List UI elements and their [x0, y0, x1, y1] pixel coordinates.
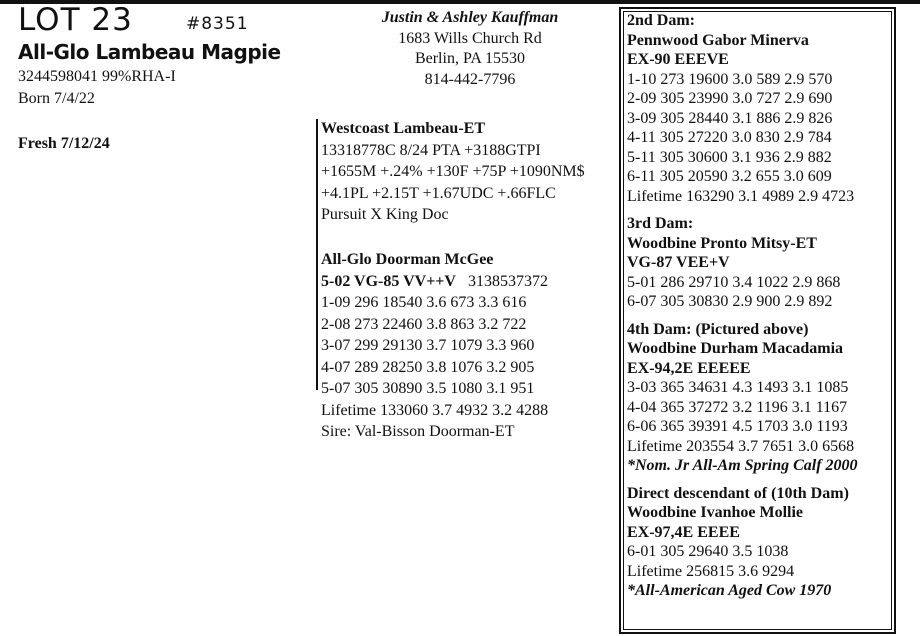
second-dam-record: 6-11 305 20590 3.2 655 3.0 609 — [627, 168, 832, 185]
owner-address-line2: Berlin, PA 15530 — [414, 50, 526, 67]
fourth-dam-honor: *Nom. Jr All-Am Spring Calf 2000 — [627, 457, 858, 474]
owner-phone: 814-442-7796 — [424, 70, 516, 88]
pedigree-column — [627, 11, 858, 601]
descendant-heading: Direct descendant of (10th Dam) — [627, 484, 849, 502]
sire-line: +1655M +.24% +130F +75P +1090NM$ — [321, 163, 585, 180]
dam-reg: 3138537372 — [467, 272, 548, 290]
fourth-dam-record: 6-06 365 39391 4.5 1703 3.0 1193 — [627, 418, 848, 435]
descendant-lifetime: Lifetime 256815 3.6 9294 — [627, 562, 795, 580]
sire-line: 13318778C 8/24 PTA +3188GTPI — [321, 141, 541, 159]
fourth-dam-lifetime: Lifetime 203554 3.7 7651 3.0 6568 — [627, 437, 855, 455]
second-dam-record: 3-09 305 28440 3.1 886 2.9 826 — [627, 109, 833, 127]
spacer — [627, 312, 858, 320]
second-dam-heading: 2nd Dam: — [627, 12, 696, 29]
dam-name: All-Glo Doorman McGee — [321, 251, 494, 268]
registration-number: 3244598041 99%RHA-I — [18, 68, 176, 85]
fourth-dam-heading: 4th Dam: (Pictured above) — [627, 320, 809, 338]
fourth-dam-record: 4-04 365 37272 3.2 1196 3.1 1167 — [627, 398, 848, 416]
second-dam-record: 5-11 305 30600 3.1 936 2.9 882 — [627, 148, 832, 166]
descendant-honor: *All-American Aged Cow 1970 — [627, 582, 832, 599]
second-dam-record: 2-09 305 23990 3.0 727 2.9 690 — [627, 90, 833, 107]
lot-title: LOT 23 — [18, 2, 133, 38]
third-dam-name: Woodbine Pronto Mitsy-ET — [627, 234, 817, 252]
second-dam-classification: EX-90 EEEVE — [627, 51, 729, 68]
dam-record: 5-07 305 30890 3.5 1080 3.1 951 — [321, 380, 535, 397]
second-dam-record: 4-11 305 27220 3.0 830 2.9 784 — [627, 129, 832, 146]
descendant-record: 6-01 305 29640 3.5 1038 — [627, 543, 789, 560]
dam-lifetime: Lifetime 133060 3.7 4932 3.2 4288 — [321, 401, 549, 419]
second-dam-lifetime: Lifetime 163290 3.1 4989 2.9 4723 — [627, 187, 855, 205]
sire-block — [321, 118, 585, 226]
birth-date: Born 7/4/22 — [18, 90, 95, 107]
dam-divider — [316, 250, 618, 390]
descendant-classification: EX-97,4E EEEE — [627, 523, 740, 541]
cow-name: All-Glo Lambeau Magpie — [18, 40, 281, 64]
third-dam-record: 5-01 286 29710 3.4 1022 2.9 868 — [627, 273, 841, 291]
sire-line: Pursuit X King Doc — [321, 206, 449, 223]
sire-line: +4.1PL +2.15T +1.67UDC +.66FLC — [321, 184, 556, 202]
dam-classification: 5-02 VG-85 VV++V — [321, 272, 456, 290]
fourth-dam-record: 3-03 365 34631 4.3 1493 3.1 1085 — [627, 379, 849, 396]
spacer — [627, 206, 858, 214]
dam-record: 4-07 289 28250 3.8 1076 3.2 905 — [321, 358, 535, 376]
owner-address-line1: 1683 Wills Church Rd — [398, 29, 542, 47]
top-rule — [0, 0, 920, 4]
sire-name: Westcoast Lambeau-ET — [321, 120, 485, 137]
dam-record: 1-09 296 18540 3.6 673 3.3 616 — [321, 294, 527, 311]
third-dam-record: 6-07 305 30830 2.9 900 2.9 892 — [627, 293, 833, 310]
second-dam-record: 1-10 273 19600 3.0 589 2.9 570 — [627, 70, 833, 88]
dam-sire: Sire: Val-Bisson Doorman-ET — [321, 423, 515, 440]
owner-name: Justin & Ashley Kauffman — [381, 9, 559, 26]
dam-record: 2-08 273 22460 3.8 863 3.2 722 — [321, 315, 527, 333]
fourth-dam-name: Woodbine Durham Macadamia — [627, 340, 844, 357]
second-dam-name: Pennwood Gabor Minerva — [627, 31, 809, 49]
third-dam-classification: VG-87 VEE+V — [627, 254, 730, 271]
lot-number: #8351 — [186, 14, 249, 34]
third-dam-heading: 3rd Dam: — [627, 215, 694, 232]
descendant-name: Woodbine Ivanhoe Mollie — [627, 504, 804, 521]
fourth-dam-classification: EX-94,2E EEEEE — [627, 359, 751, 377]
spacer — [627, 476, 858, 484]
fresh-date: Fresh 7/12/24 — [18, 135, 110, 152]
dam-record: 3-07 299 29130 3.7 1079 3.3 960 — [321, 337, 535, 354]
owner-block — [330, 8, 610, 90]
